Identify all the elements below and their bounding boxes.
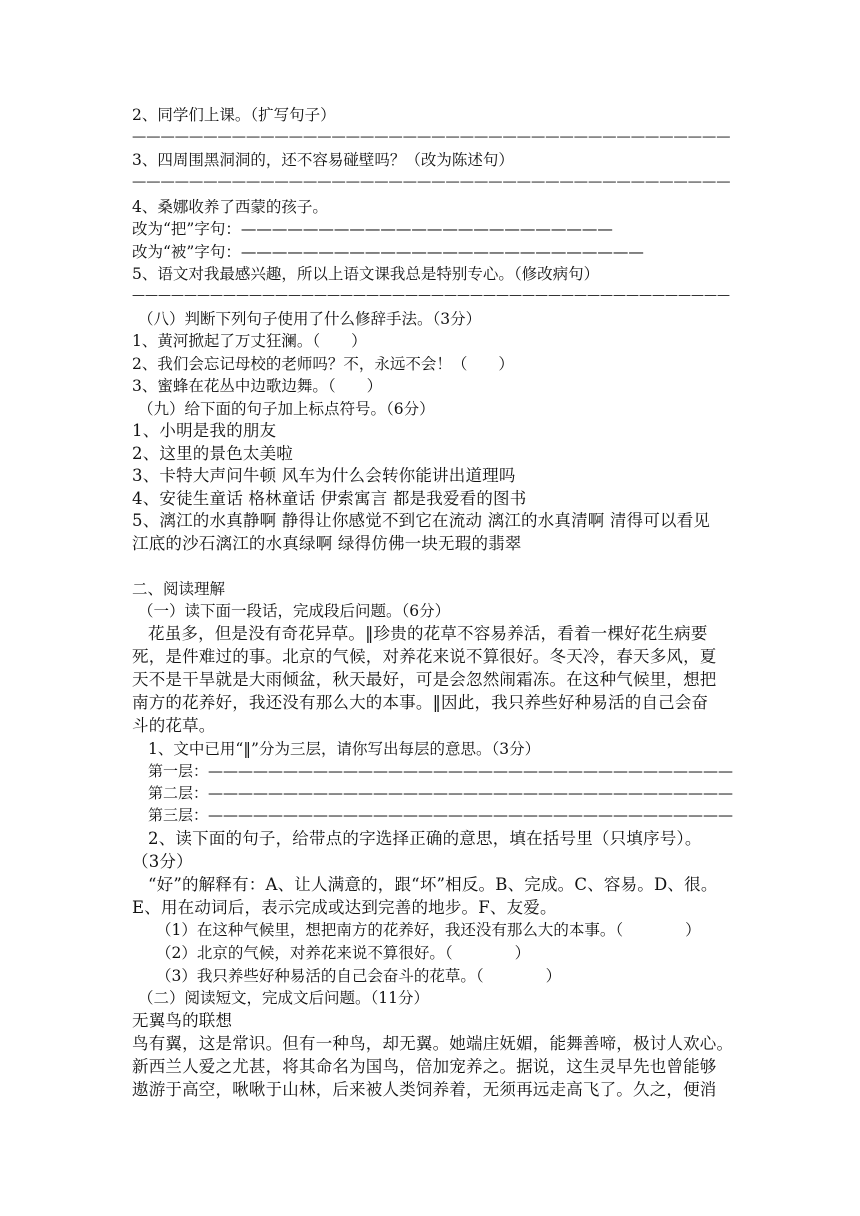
text-line: 5、语文对我最感兴趣，所以上语文课我总是特别专心。（修改病句） (132, 265, 600, 283)
answer-line: —————————————————————————————————————————— (132, 174, 731, 190)
text-line: 2、同学们上课。（扩写句子） (132, 106, 336, 124)
answer-line: 第二层：——————————————————————————————————— (148, 784, 734, 802)
answer-line: 第三层：——————————————————————————————————— (148, 806, 734, 824)
paragraph-line: 斗的花草。 (132, 716, 216, 735)
text-line: 2、这里的景色太美啦 (132, 444, 293, 463)
text-line: 江底的沙石漓江的水真绿啊 绿得仿佛一块无瑕的翡翠 (132, 534, 522, 553)
text-line: 5、漓江的水真静啊 静得让你感觉不到它在流动 漓江的水真清啊 清得可以看见 (132, 511, 711, 530)
question-line: （1）在这种气候里，想把南方的花养好，我还没有那么大的本事。（ ） (156, 921, 701, 939)
answer-line: —————————————————————————————————————————— (132, 129, 731, 145)
text-line: 3、卡特大声问牛顿 风车为什么会转你能讲出道理吗 (132, 466, 516, 485)
text-line: 3、蜜蜂在花丛中边歌边舞。（ ） (132, 377, 383, 395)
text-line: 1、黄河掀起了万丈狂澜。（ ） (132, 332, 367, 350)
paragraph-line: 天不是干旱就是大雨倾盆，秋天最好，可是会忽然闹霜冻。在这种气候里，想把 (132, 670, 717, 689)
part-heading: 二、阅读理解 (132, 580, 226, 598)
answer-line: 第一层：——————————————————————————————————— (148, 762, 734, 780)
text-line: 1、小明是我的朋友 (132, 421, 277, 440)
text-line: 2、我们会忘记母校的老师吗？不，永远不会！（ ） (132, 355, 514, 373)
answer-line: —————————————————————————————————————————————— (132, 288, 730, 303)
section-heading: （八）判断下列句子使用了什么修辞手法。（3分） (138, 310, 482, 328)
text-line: 4、安徒生童话 格林童话 伊索寓言 都是我爱看的图书 (132, 489, 527, 508)
text-line: 3、四周围黑洞洞的，还不容易碰壁吗？（改为陈述句） (132, 151, 514, 169)
paragraph-line: 新西兰人爱之尤甚，将其命名为国鸟，倍加宠养之。据说，这生灵早先也曾能够 (132, 1057, 717, 1076)
paragraph-line: 死，是件难过的事。北京的气候，对养花来说不算很好。冬天冷，春天多风，夏 (132, 647, 717, 666)
article-title: 无翼鸟的联想 (132, 1011, 233, 1030)
question-line: 1、文中已用“‖”分为三层，请你写出每层的意思。（3分） (148, 740, 541, 758)
text-line: 改为“被”字句：—————————————————————————— (132, 243, 644, 261)
question-line: （2）北京的气候，对养花来说不算很好。（ ） (156, 944, 531, 962)
question-line: 2、读下面的句子，给带点的字选择正确的意思，填在括号里（只填序号）。 (148, 829, 702, 848)
section-heading: （一）读下面一段话，完成段后问题。（6分） (138, 602, 451, 620)
paragraph-line: 花虽多，但是没有奇花异草。‖珍贵的花草不容易养活，看着一棵好花生病要 (148, 624, 708, 643)
question-line: （3）我只养些好种易活的自己会奋斗的花草。（ ） (156, 967, 562, 985)
text-line: 改为“把”字句：———————————————————————— (132, 220, 613, 238)
section-heading: （九）给下面的句子加上标点符号。（6分） (138, 400, 435, 418)
paragraph-line: 南方的花养好，我还没有那么大的本事。‖因此，我只养些好种易活的自己会奋 (132, 693, 709, 712)
question-line: （3分） (132, 852, 193, 871)
paragraph-line: 鸟有翼，这是常识。但有一种鸟，却无翼。她端庄妩媚，能舞善啼，极讨人欢心。 (132, 1034, 734, 1053)
section-heading: （二）阅读短文，完成文后问题。（11分） (138, 989, 429, 1007)
paragraph-line: 遨游于高空，啾啾于山林，后来被人类饲养着，无须再远走高飞了。久之，便消 (132, 1080, 717, 1099)
text-line: E、用在动词后，表示完成或达到完善的地步。F、友爱。 (132, 898, 557, 917)
text-line: 4、桑娜收养了西蒙的孩子。 (132, 198, 328, 216)
text-line: “好”的解释有：A、让人满意的，跟“坏”相反。B、完成。C、容易。D、很。 (148, 875, 718, 894)
